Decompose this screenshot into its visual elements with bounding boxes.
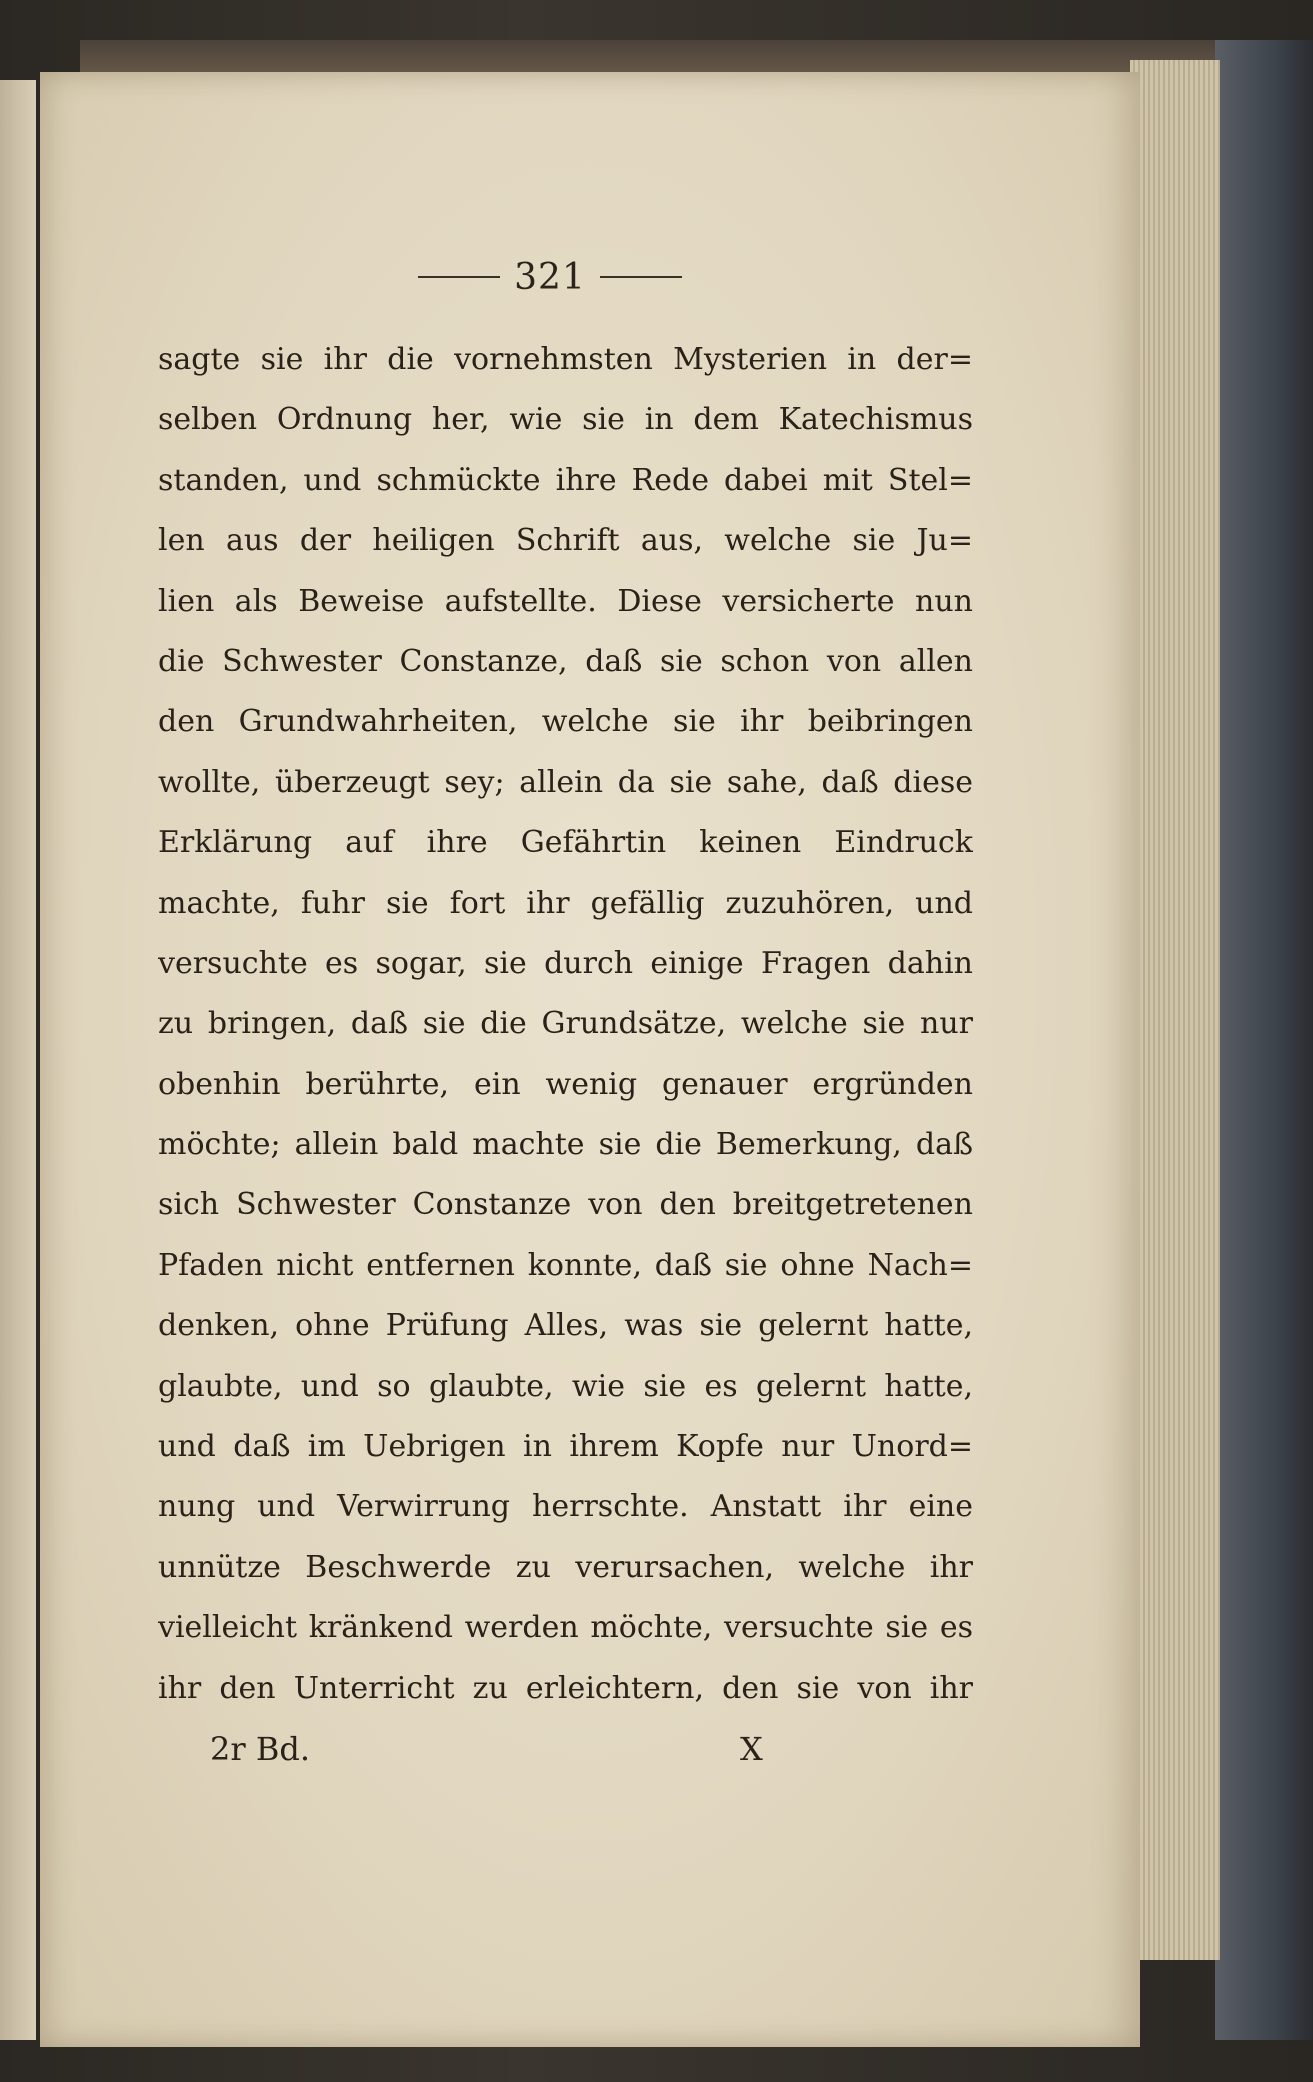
- text-line: nung und Verwirrung herrschte. Anstatt ihr eine: [158, 1489, 973, 1525]
- text-line: vielleicht kränkend werden möchte, versuchte sie es: [158, 1610, 973, 1646]
- text-line: glaubte, und so glaubte, wie sie es gelernt hatte,: [158, 1368, 973, 1404]
- header-dash-left: [418, 276, 500, 278]
- text-line: Pfaden nicht entfernen konnte, daß sie ohne Nach=: [158, 1247, 973, 1283]
- facing-page-edge: [0, 80, 36, 2040]
- page-header: [385, 252, 715, 302]
- text-line: machte, fuhr sie fort ihr gefällig zuzuhören, und: [158, 885, 973, 921]
- text-line: ihr den Unterricht zu erleichtern, den sie von ihr: [158, 1670, 973, 1706]
- signature-mark: X: [740, 1730, 763, 1768]
- text-line: obenhin berührte, ein wenig genauer ergründen: [158, 1066, 973, 1102]
- text-line: Erklärung auf ihre Gefährtin keinen Eindruck: [158, 825, 973, 861]
- text-line: len aus der heiligen Schrift aus, welche sie Ju=: [158, 523, 973, 559]
- text-line: die Schwester Constanze, daß sie schon von allen: [158, 643, 973, 679]
- page-footer: [210, 1730, 810, 1780]
- text-line: den Grundwahrheiten, welche sie ihr beibringen: [158, 704, 973, 740]
- text-line: sagte sie ihr die vornehmsten Mysterien in der=: [158, 342, 973, 377]
- text-line: sich Schwester Constanze von den breitgetretenen: [158, 1187, 973, 1223]
- text-line: und daß im Uebrigen in ihrem Kopfe nur Unord=: [158, 1429, 973, 1465]
- text-line: selben Ordnung her, wie sie in dem Katechismus: [158, 402, 973, 438]
- text-line: versuchte es sogar, sie durch einige Fragen dahin: [158, 945, 973, 981]
- page-stack-edges: [1130, 60, 1220, 1960]
- body-text: [158, 330, 973, 1719]
- text-line: möchte; allein bald machte sie die Bemerkung, daß: [158, 1127, 973, 1163]
- text-line: zu bringen, daß sie die Grundsätze, welche sie nur: [158, 1006, 973, 1042]
- text-line: lien als Beweise aufstellte. Diese versicherte nun: [158, 583, 973, 619]
- book-cover-right-edge: [1215, 40, 1313, 2040]
- text-line: unnütze Beschwerde zu verursachen, welche ihr: [158, 1549, 973, 1585]
- text-line: wollte, überzeugt sey; allein da sie sahe, daß diese: [158, 764, 973, 800]
- text-line: standen, und schmückte ihre Rede dabei mit Stel=: [158, 462, 973, 498]
- page-number: 321: [514, 256, 586, 298]
- text-line: denken, ohne Prüfung Alles, was sie gelernt hatte,: [158, 1308, 973, 1344]
- header-dash-right: [600, 276, 682, 278]
- volume-mark: 2r Bd.: [210, 1730, 310, 1768]
